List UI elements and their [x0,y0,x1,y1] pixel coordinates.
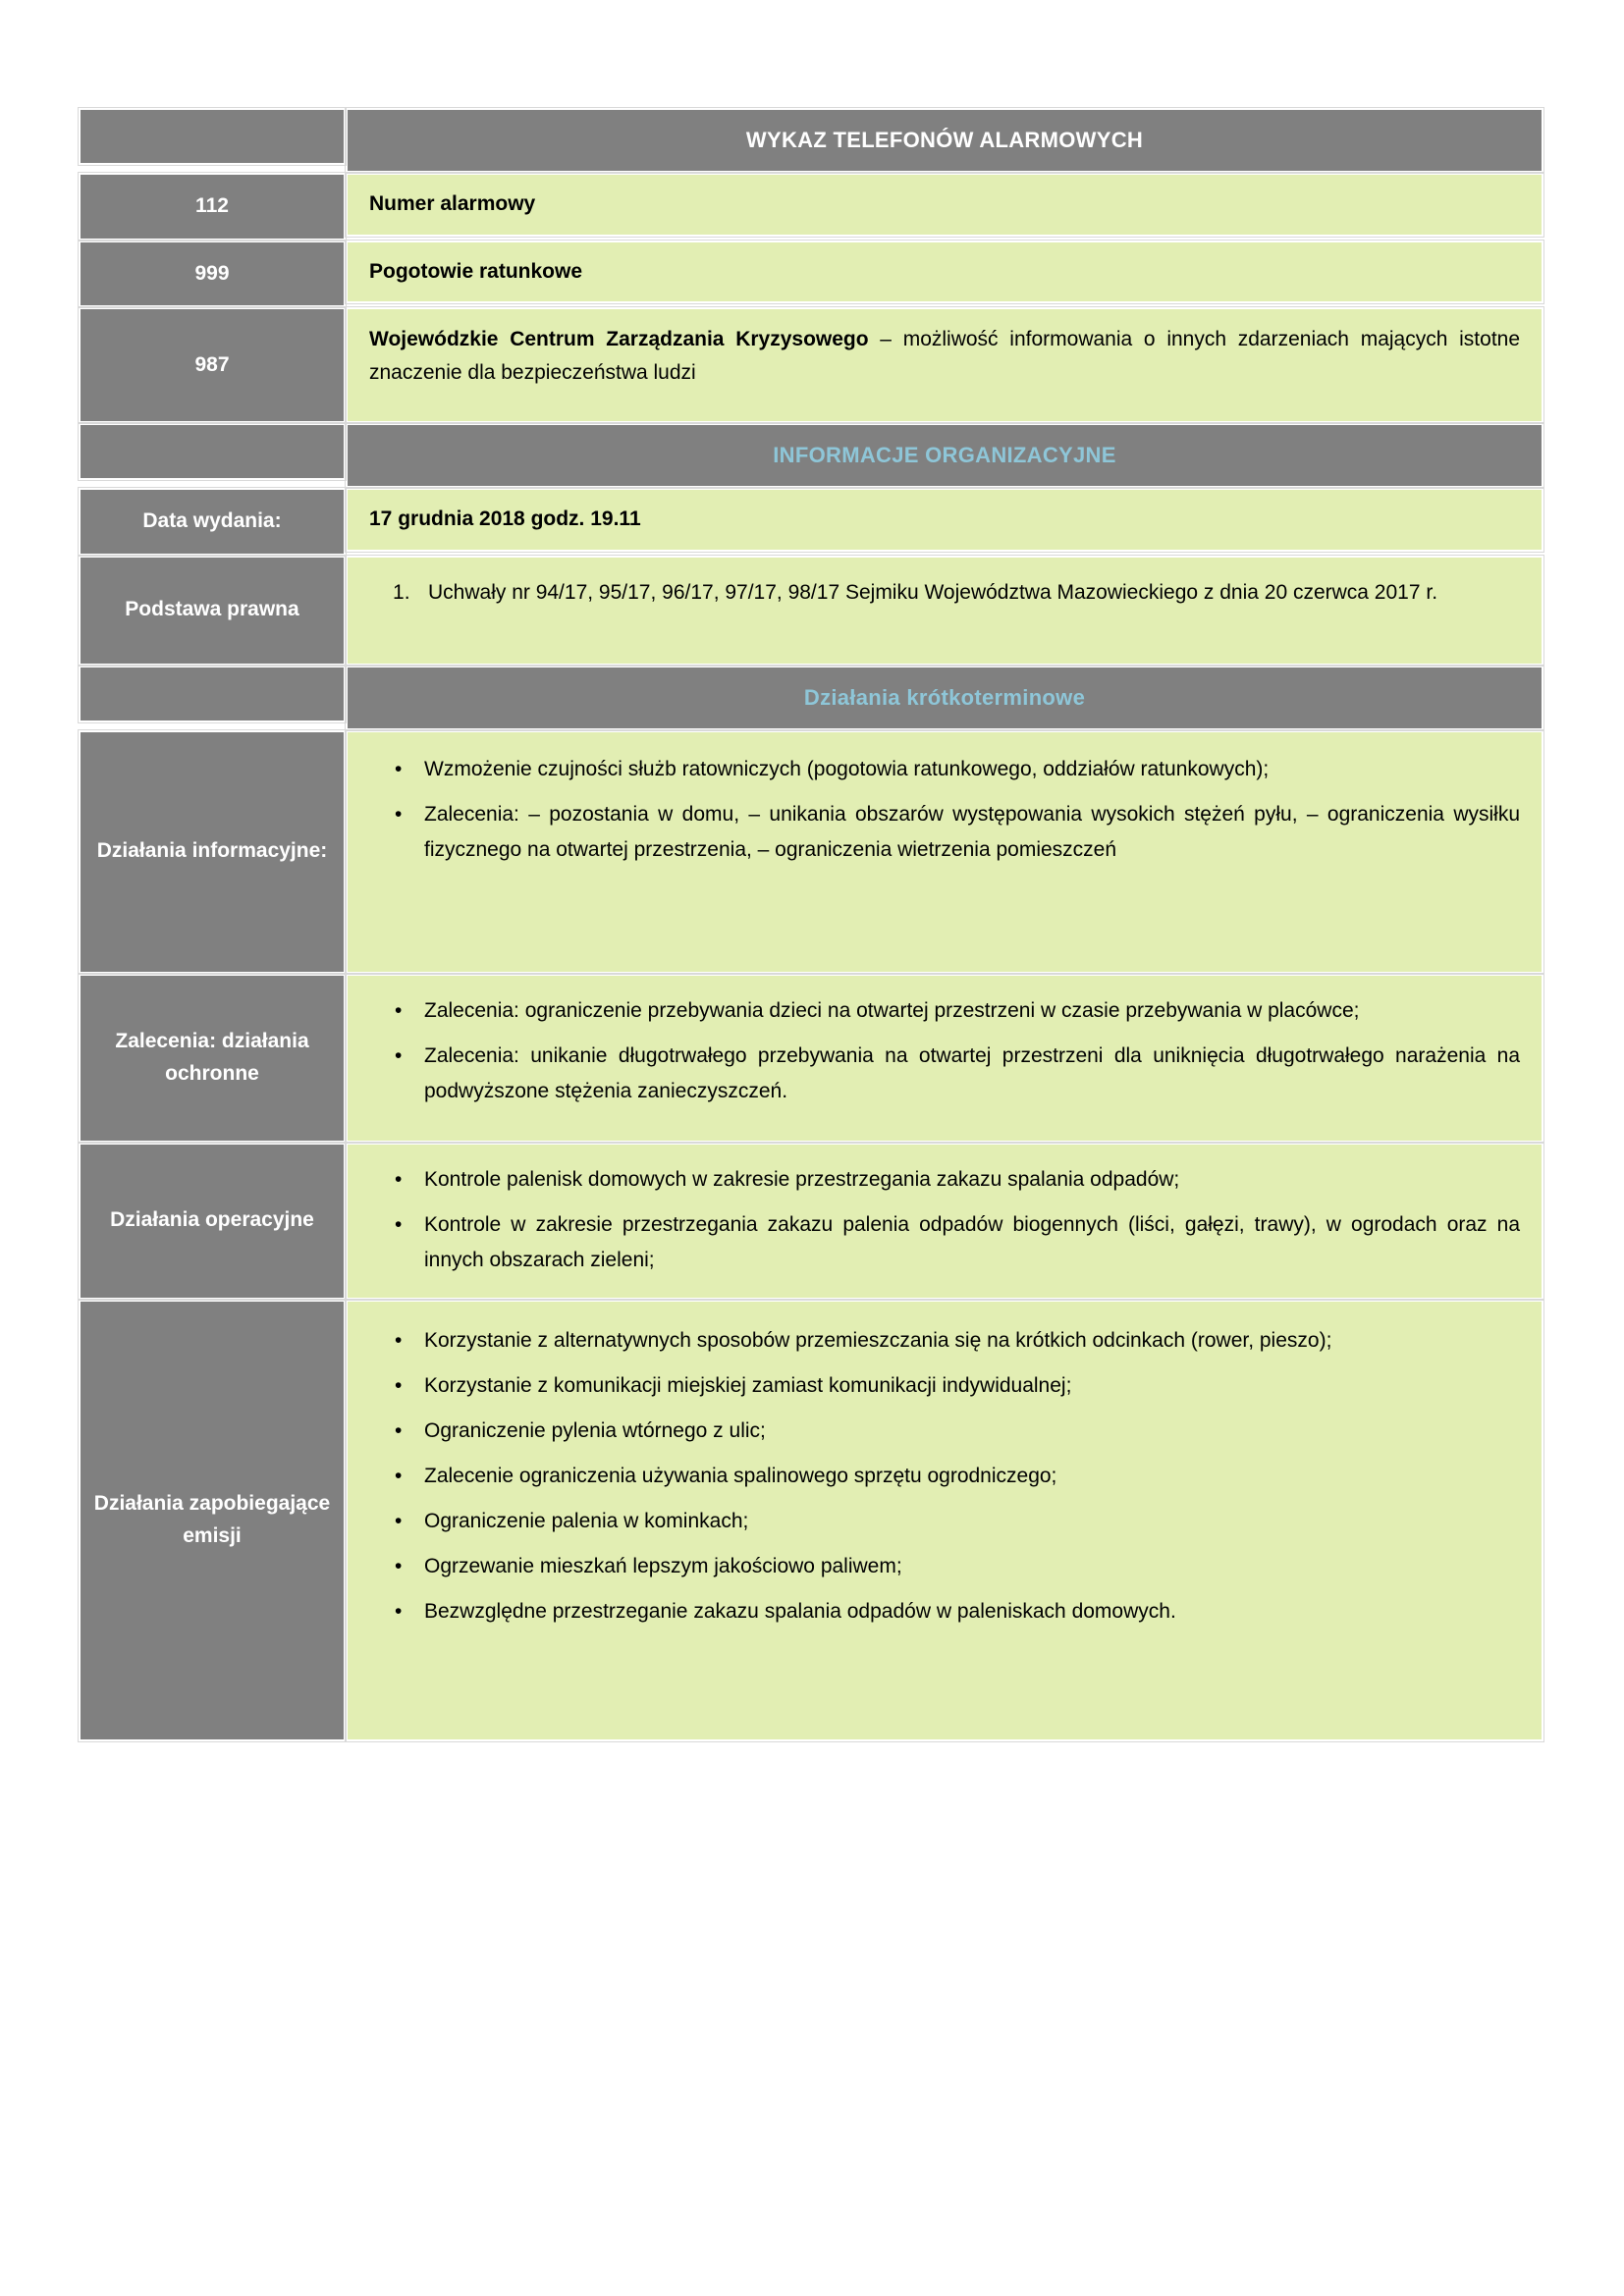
group-label-cell-informacyjne [79,730,346,974]
table-row [79,666,1543,730]
table-row [79,488,1543,556]
list-item: • Korzystanie z alternatywnych sposobów przemieszczania się na krótkich odcinkach (rower, pieszo); [424,1323,1520,1359]
list-item: • Zalecenia: ograniczenie przebywania dzieci na otwartej przestrzeni w czasie przebywania w placówce; [424,993,1520,1029]
list-item: • Kontrole w zakresie przestrzegania zakazu palenia odpadów biogennych (liści, gałęzi, trawy), w ogrodach oraz na innych obszarach zieleni; [424,1207,1520,1278]
table-row [79,974,1543,1143]
emergency-desc-cell-999 [346,240,1543,308]
group-items-wrap-informacyjne [346,730,1543,974]
issue-date-value-wrap [346,488,1543,552]
emergency-description-112-bold: Numer alarmowy [369,192,536,215]
org-banner-left-spacer-cell [79,423,346,488]
empty-gray-block [79,108,346,165]
short-term-banner-title: Działania krótkoterminowe [346,666,1543,730]
list-item: • Wzmożenie czujności służb ratowniczych (pogotowia ratunkowego, oddziałów ratunkowych); [424,752,1520,787]
alert-info-table [79,108,1543,1741]
list-item: • Bezwzględne przestrzeganie zakazu spalania odpadów w paleniskach domowych. [424,1594,1520,1629]
issue-date-label-cell [79,488,346,556]
emergency-number-cell-112 [79,173,346,240]
table-row [79,240,1543,308]
emergency-banner-title: WYKAZ TELEFONÓW ALARMOWYCH [346,108,1543,173]
empty-gray-block [79,423,346,480]
table-row [79,556,1543,666]
group-label-operacyjne: Działania operacyjne [79,1143,346,1300]
table-row [79,1300,1543,1741]
bullet-list-informacyjne [369,752,1520,868]
table-row [79,173,1543,240]
table-row [79,1143,1543,1300]
emergency-number-987: 987 [79,307,346,423]
group-label-informacyjne: Działania informacyjne: [79,730,346,974]
group-label-cell-ochronne [79,974,346,1143]
table-row [79,108,1543,173]
list-item: • Zalecenia: – pozostania w domu, – unikania obszarów występowania wysokich stężeń pyłu, – ograniczenia wysiłku fizycznego na otwartej przestrzenia, – ograniczenia wietrzenia pomieszczeń [424,797,1520,868]
list-item: • Kontrole palenisk domowych w zakresie przestrzegania zakazu spalania odpadów; [424,1162,1520,1198]
emergency-banner-cell [346,108,1543,173]
bullet-list-operacyjne [369,1162,1520,1278]
group-items-wrap-zapobiegajace [346,1300,1543,1741]
legal-basis-value-cell [346,556,1543,666]
empty-gray-block [79,666,346,722]
emergency-desc-cell-987 [346,307,1543,423]
table-row [79,307,1543,423]
emergency-description-987-bold: Wojewódzkie Centrum Zarządzania Kryzysowego [369,328,869,351]
emergency-number-112: 112 [79,173,346,240]
group-label-cell-operacyjne [79,1143,346,1300]
emergency-description-987 [346,307,1543,423]
list-item: • Ograniczenie palenia w kominkach; [424,1504,1520,1539]
group-items-cell-operacyjne [346,1143,1543,1300]
list-item: • Ograniczenie pylenia wtórnego z ulic; [424,1414,1520,1449]
emergency-description-999-bold: Pogotowie ratunkowe [369,259,583,283]
emergency-desc-cell-112 [346,173,1543,240]
emergency-number-cell-987 [79,307,346,423]
organizational-banner-cell [346,423,1543,488]
legal-basis-list [369,575,1520,611]
bullet-list-zapobiegajace [369,1323,1520,1630]
table-row [79,423,1543,488]
emergency-number-cell-999 [79,240,346,308]
short-term-banner-cell [346,666,1543,730]
emergency-description-112 [346,173,1543,237]
bullet-list-ochronne [369,993,1520,1109]
emergency-description-987-rest: – możliwość informowania o innych zdarzeniach mających istotne znaczenie dla bezpieczeństwa ludzi [369,328,1521,385]
emergency-number-999: 999 [79,240,346,308]
list-item: • Zalecenie ograniczenia używania spalinowego sprzętu ogrodniczego; [424,1459,1520,1494]
issue-date-value-cell [346,488,1543,556]
organizational-banner-title: INFORMACJE ORGANIZACYJNE [346,423,1543,488]
short-term-banner-left-spacer-cell [79,666,346,730]
issue-date-label: Data wydania: [79,488,346,556]
legal-basis-label: Podstawa prawna [79,556,346,666]
group-label-cell-zapobiegajace [79,1300,346,1741]
group-items-cell-zapobiegajace [346,1300,1543,1741]
list-item: • Ogrzewanie mieszkań lepszym jakościowo paliwem; [424,1549,1520,1584]
group-items-cell-informacyjne [346,730,1543,974]
group-label-ochronne: Zalecenia: działania ochronne [79,974,346,1143]
group-items-cell-ochronne [346,974,1543,1143]
legal-basis-list-wrap [346,556,1543,666]
legal-basis-label-cell [79,556,346,666]
list-item: • Zalecenia: unikanie długotrwałego przebywania na otwartej przestrzeni dla uniknięcia długotrwałego narażenia na podwyższone stężenia zanieczyszczeń. [424,1039,1520,1109]
table-row [79,730,1543,974]
list-item: • Korzystanie z komunikacji miejskiej zamiast komunikacji indywidualnej; [424,1368,1520,1404]
list-item: Uchwały nr 94/17, 95/17, 96/17, 97/17, 98/17 Sejmiku Województwa Mazowieckiego z dnia 20 czerwca 2017 r. [428,580,1438,604]
group-label-zapobiegajace: Działania zapobiegające emisji [79,1300,346,1741]
issue-date-value: 17 grudnia 2018 godz. 19.11 [369,507,641,531]
emergency-description-999 [346,240,1543,304]
group-items-wrap-ochronne [346,974,1543,1143]
banner-left-spacer-cell [79,108,346,173]
group-items-wrap-operacyjne [346,1143,1543,1300]
